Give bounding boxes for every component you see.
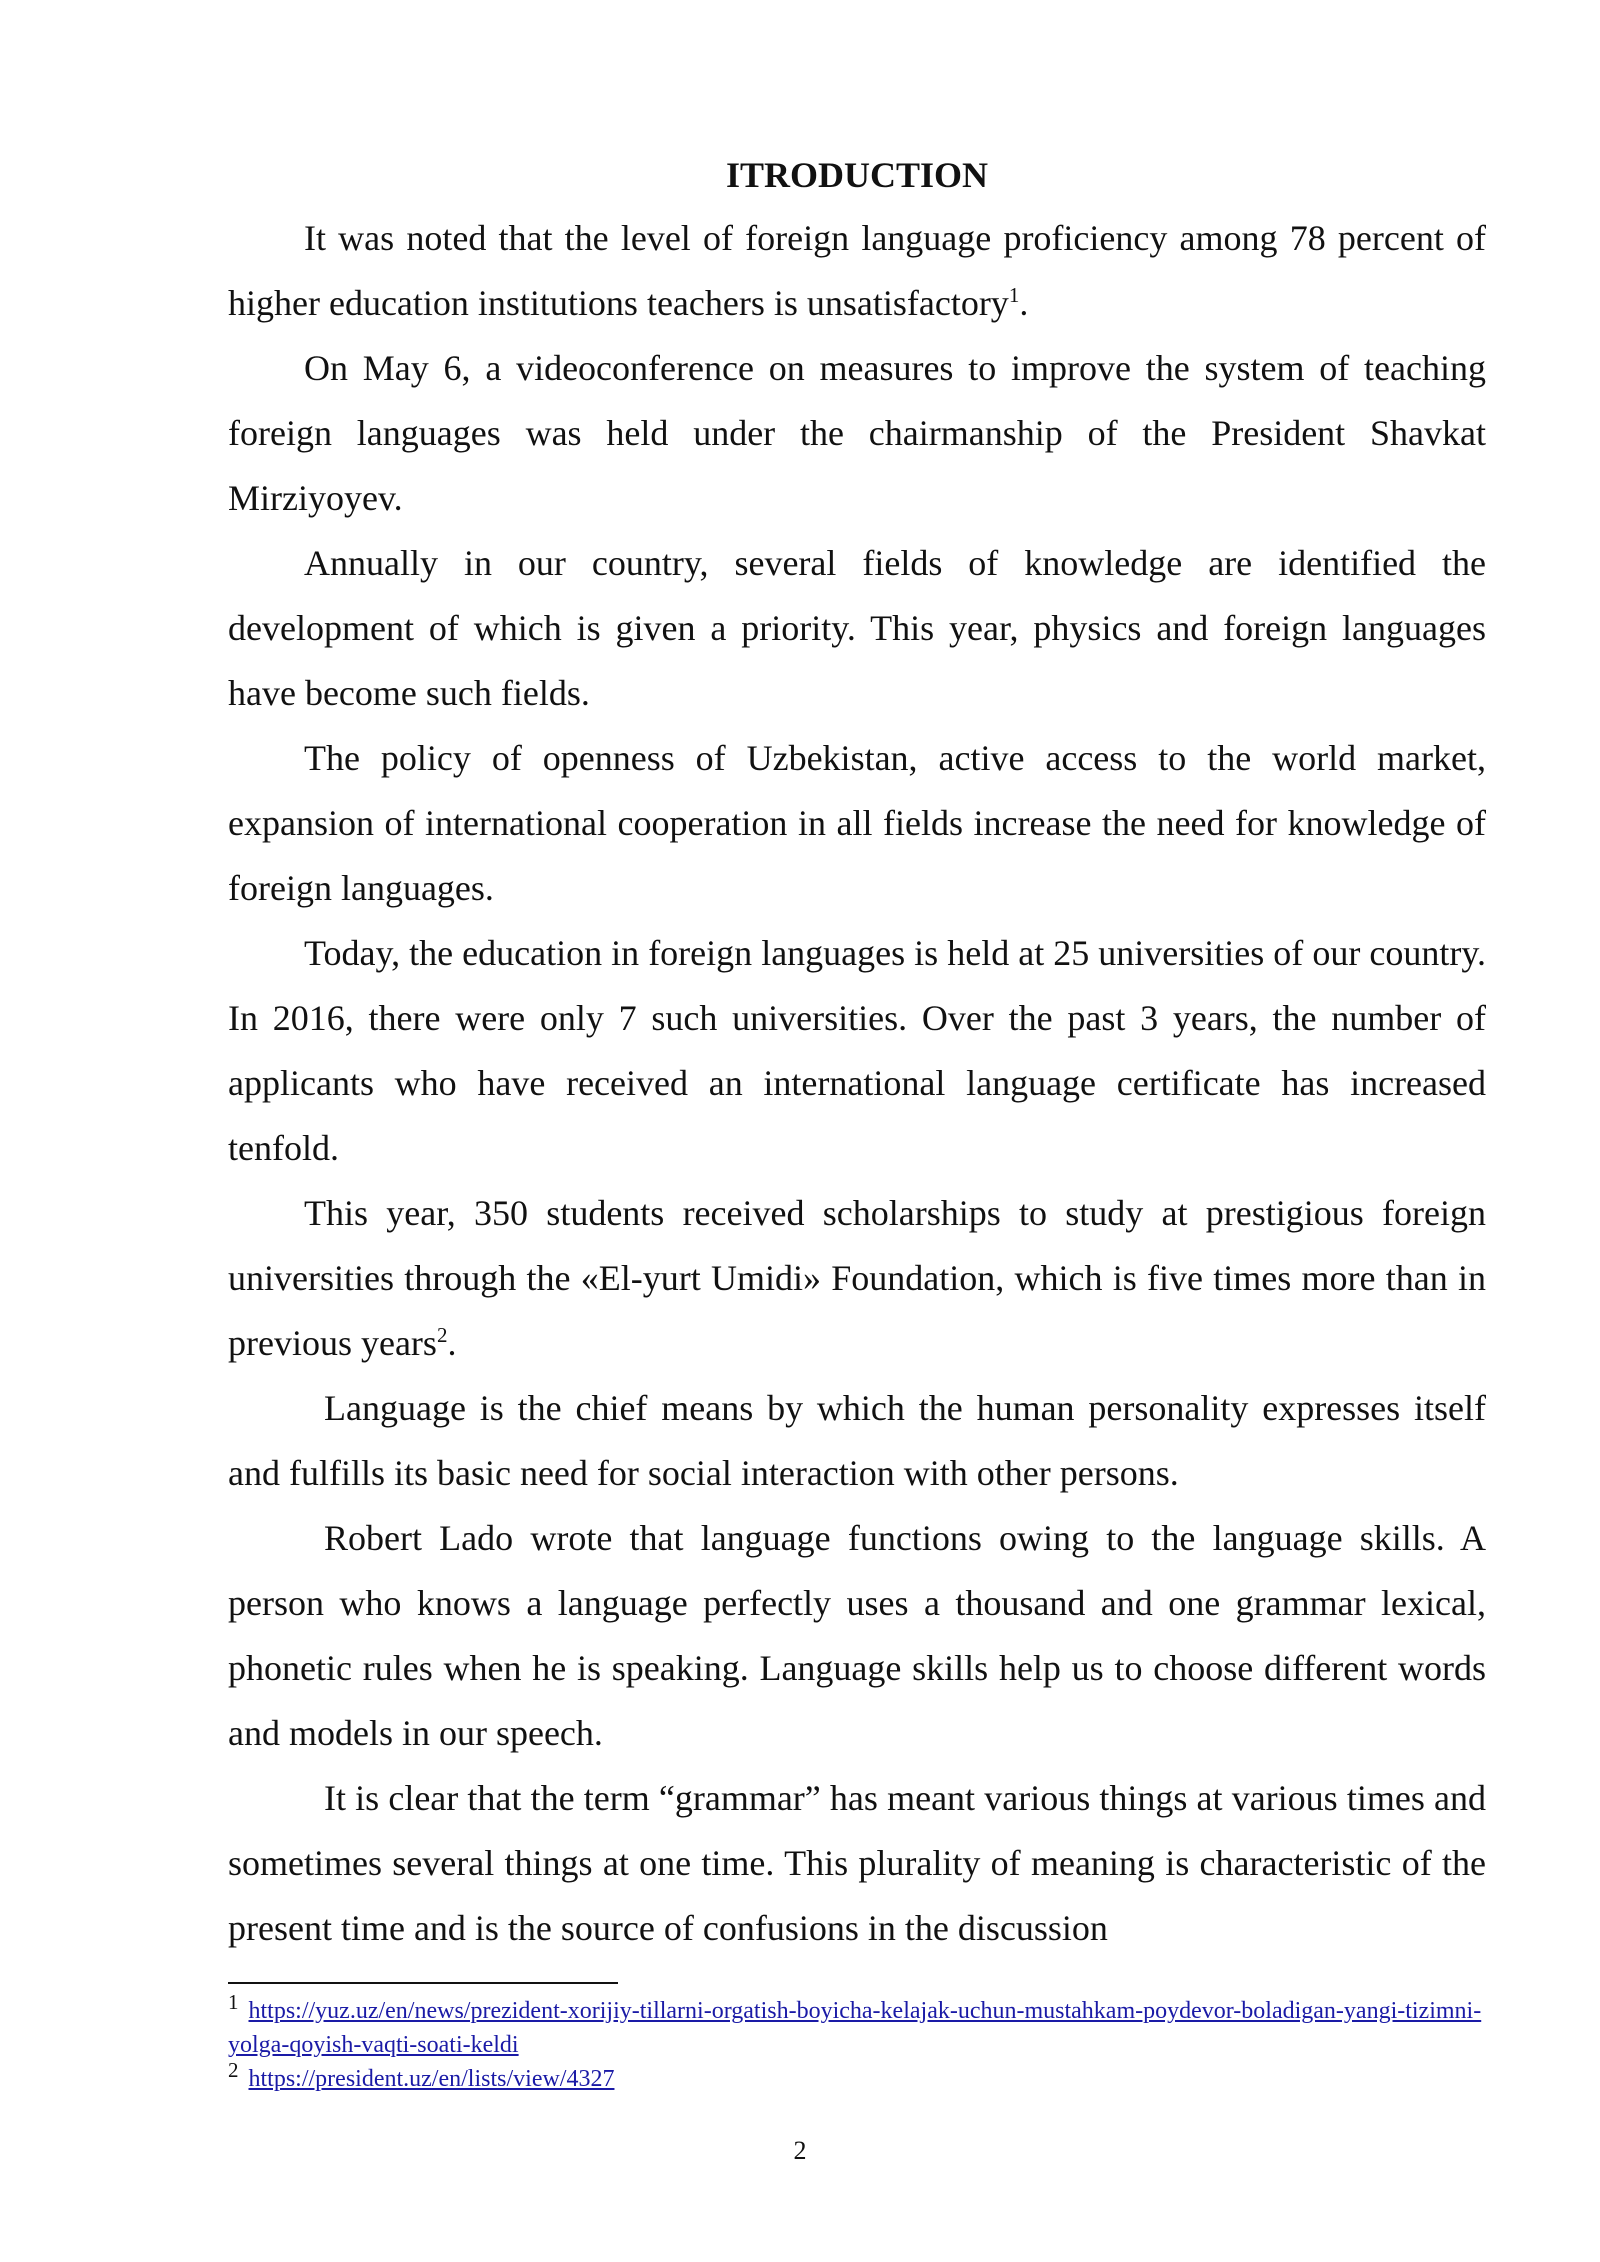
paragraph-9: It is clear that the term “grammar” has meant various things at various times and sometimes several things at one time. This plurality of meaning is characteristic of the present time and is the source of confusions in the discussion: [228, 1778, 1486, 1948]
paragraph-8: Robert Lado wrote that language functions owing to the language skills. A person who knows a language perfectly uses a thousand and one grammar lexical, phonetic rules when he is speaking. Language skills help us to choose different words and models in our speech.: [228, 1518, 1486, 1753]
paragraph-5: Today, the education in foreign languages is held at 25 universities of our country. In 2016, there were only 7 such universities. Over the past 3 years, the number of applicants who have received an international language certificate has increased tenfold.: [228, 933, 1486, 1168]
paragraph-2: On May 6, a videoconference on measures to improve the system of teaching foreign languages was held under the chairmanship of the President Shavkat Mirziyoyev.: [228, 348, 1486, 518]
page-number: 2: [793, 2136, 807, 2165]
paragraph-6-text: This year, 350 students received scholarships to study at prestigious foreign universities through the «El-yurt Umidi» Foundation, which is five times more than in previous years: [228, 1193, 1486, 1363]
footnotes: [228, 1990, 1490, 2096]
paragraph-1-text: It was noted that the level of foreign language proficiency among 78 percent of higher education institutions teachers is unsatisfactory: [228, 218, 1486, 323]
paragraph-1-tail: .: [1019, 283, 1029, 323]
footnote-1-link[interactable]: https://yuz.uz/en/news/prezident-xorijiy-tillarni-orgatish-boyicha-kelajak-uchun-mustahkam-poydevor-boladigan-yangi-tizimni-yolga-qoyish-vaqti-soati-keldi: [228, 1998, 1482, 2058]
document-page: [228, 150, 1486, 1961]
footnote-2-link[interactable]: https://president.uz/en/lists/view/4327: [248, 2066, 615, 2092]
paragraph-6: [228, 1181, 1486, 1376]
footnote-divider: [228, 1982, 618, 1984]
paragraph-4: The policy of openness of Uzbekistan, active access to the world market, expansion of international cooperation in all fields increase the need for knowledge of foreign languages.: [228, 738, 1486, 908]
paragraph-7: Language is the chief means by which the human personality expresses itself and fulfills its basic need for social interaction with other persons.: [228, 1388, 1486, 1493]
paragraph-6-tail: .: [447, 1323, 457, 1363]
page-title: ITRODUCTION: [725, 155, 989, 195]
footnote-1: [228, 1990, 1490, 2062]
footnote-2: [228, 2058, 1490, 2096]
paragraph-1: [228, 206, 1486, 336]
footnote-1-number: 1: [228, 1990, 239, 2014]
footnote-2-number: 2: [228, 2058, 239, 2082]
footnote-ref-2: 2: [436, 1323, 448, 1347]
footnote-ref-1: 1: [1008, 283, 1020, 307]
paragraph-3: Annually in our country, several fields of knowledge are identified the development of which is given a priority. This year, physics and foreign languages have become such fields.: [228, 543, 1486, 713]
